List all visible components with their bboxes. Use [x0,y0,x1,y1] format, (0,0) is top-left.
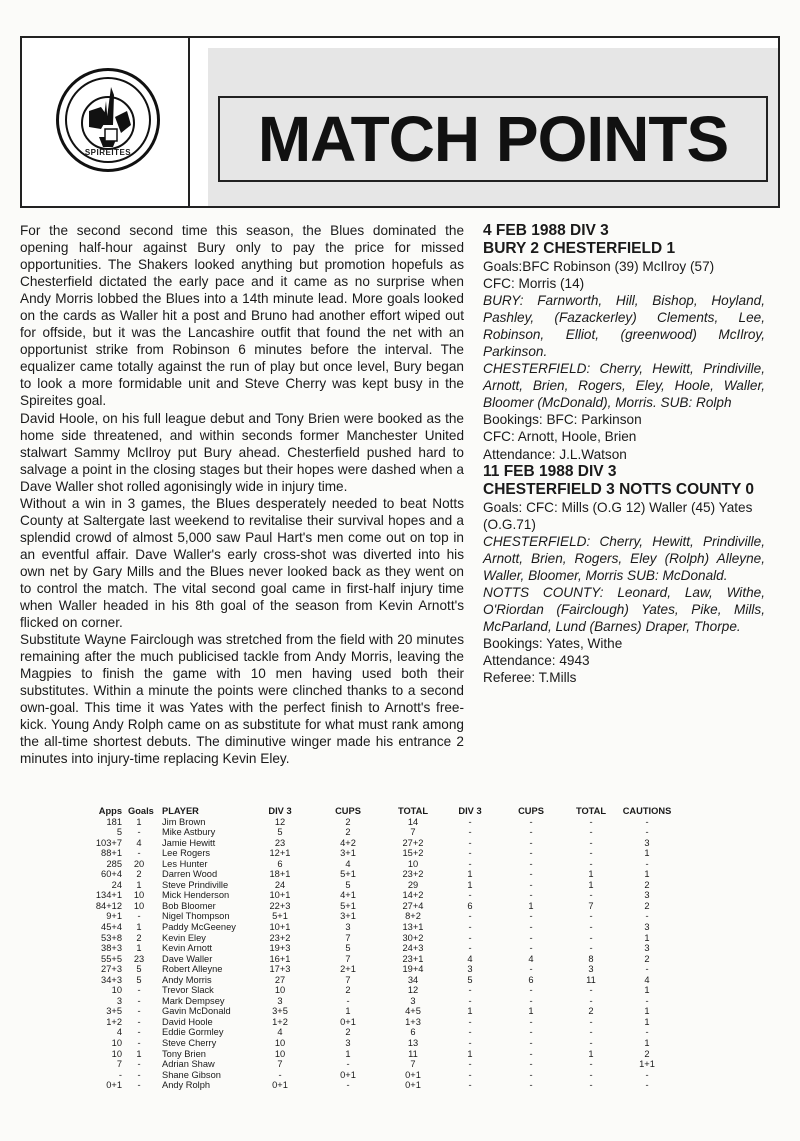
table-cell: - [468,1027,472,1038]
table-cell: - [529,848,533,859]
table-cell: - [645,1027,649,1038]
table-cell: 1 [528,900,534,911]
table-cell: 1 [588,1048,594,1059]
table-cell: Trevor Slack [162,985,214,996]
table-cell: - [589,827,593,838]
table-cell: - [589,1080,593,1091]
table-cell: Andy Rolph [162,1080,211,1091]
table-cell: 3+5 [272,1006,288,1017]
table-cell: 10 [133,890,145,901]
table-cell: 7 [345,974,351,985]
table-cell: 19+3 [269,943,291,954]
match2-score: CHESTERFIELD 3 NOTTS COUNTY 0 [483,480,754,498]
table-cell: - [589,848,593,859]
table-cell: - [468,890,472,901]
table-cell: - [137,1027,141,1038]
table-cell: Jim Brown [162,816,206,827]
table-cell: 20 [133,858,145,869]
table-cell: - [645,995,649,1006]
column-header: Apps [98,806,122,816]
table-cell: 3 [644,890,650,901]
table-cell: 1 [644,1038,650,1049]
table-cell: - [529,858,533,869]
table-cell: 1+3 [405,1016,421,1027]
match1-bury-lineup: BURY: Farnworth, Hill, Bishop, Hoyland, Pashley, (Fazackerley) Clements, Lee, Robinson, Elliot, (greenwood) McIlroy, Parkinson. [483,293,765,360]
table-cell: 10 [274,985,286,996]
table-cell: - [589,922,593,933]
table-cell: - [529,879,533,890]
table-cell: 4+1 [340,890,356,901]
table-cell: - [468,816,472,827]
table-cell: - [589,1059,593,1070]
table-cell: - [137,827,141,838]
logo-panel [22,38,190,206]
crest-label: SPIREITES [84,148,132,157]
column-header: Goals [128,806,154,816]
table-cell: - [645,911,649,922]
column-header: DIV 3 [268,806,292,816]
table-cell: Darren Wood [162,869,218,880]
table-cell: 3+1 [340,848,356,859]
table-cell: - [137,1006,141,1017]
table-cell: 12 [274,816,286,827]
table-cell: 4 [136,837,142,848]
table-cell: 6 [528,974,534,985]
table-cell: 11 [408,1048,418,1059]
table-cell: - [468,1069,472,1080]
table-cell: - [589,1069,593,1080]
table-cell: Lee Rogers [162,848,211,859]
table-cell: 7 [345,932,351,943]
table-cell: - [137,1069,141,1080]
page-title: MATCH POINTS [257,103,729,175]
match1-chesterfield-lineup: CHESTERFIELD: Cherry, Hewitt, Prindiville, Arnott, Brien, Rogers, Eley, Hoole, Waller, Bloomer (McDonald), Morris. SUB: Rolph [483,361,765,411]
table-cell: 10 [274,1038,286,1049]
table-cell: 5 [345,879,351,890]
table-cell: 6 [410,1027,416,1038]
table-cell: 5 [467,974,473,985]
table-cell: 17+3 [269,964,291,975]
table-cell: - [468,1080,472,1091]
table-cell: 3 [410,995,416,1006]
table-cell: - [468,1016,472,1027]
table-cell: 27+3 [101,964,122,975]
table-cell: - [645,1080,649,1091]
table-cell: 8+2 [405,911,421,922]
table-cell: 1 [644,932,650,943]
table-cell: 2 [644,953,650,964]
table-cell: Kevin Arnott [162,943,213,954]
table-cell: 3 [116,995,122,1006]
table-cell: Andy Morris [162,974,212,985]
table-cell: 1 [644,985,650,996]
table-cell: 1 [136,1048,142,1059]
table-cell: 1 [136,922,142,933]
table-cell: - [468,1059,472,1070]
table-cell: 4 [345,858,351,869]
table-cell: 103+7 [95,837,122,848]
title-panel [218,96,768,182]
table-cell: - [468,848,472,859]
table-cell: - [529,932,533,943]
table-cell: 4+5 [405,1006,421,1017]
column-header: DIV 3 [458,806,482,816]
table-cell: 14+2 [402,890,424,901]
table-cell: 3 [277,995,283,1006]
table-cell: - [645,827,649,838]
table-cell: 285 [106,858,122,869]
table-cell: - [529,943,533,954]
table-cell: 1 [136,943,142,954]
table-cell: 7 [588,900,594,911]
table-cell: - [589,911,593,922]
table-cell: - [589,837,593,848]
table-cell: - [589,1038,593,1049]
table-cell: 29 [407,879,419,890]
table-cell: - [589,1016,593,1027]
table-cell: 4 [467,953,473,964]
table-cell: - [589,985,593,996]
table-cell: 27+4 [402,900,424,911]
table-cell: - [468,837,472,848]
article-paragraph: For the second second time this season, the Blues dominated the opening half-hour against Bury only to pay the price for missed opportunities. The Shakers looked anything but promotion hopefuls as Chesterfield dictated the early pace and it came as no surprise when Andy Morris lobbed the Blues into a 14th minute lead. More goals looked on the cards as Waller hit a post and Bruno had another effort wiped out for offside, but it was the Lancashire outfit that found the net with an opportunist strike from Robinson 6 minutes before the interval. The equalizer came totally against the run of play but once level, Bury began to look a more formidable unit and Steve Cherry was kept busy in the Spireites goal. [20,223,464,409]
table-cell: 2 [644,1048,650,1059]
table-cell: 60+4 [101,869,122,880]
column-header: TOTAL [397,806,429,816]
table-cell: 12 [407,985,419,996]
table-cell: 3 [345,1038,351,1049]
table-cell: 34+3 [101,974,122,985]
table-cell: Kevin Eley [162,932,206,943]
table-cell: 5 [116,827,122,838]
table-cell: - [645,1069,649,1080]
table-cell: 1 [644,1006,650,1017]
table-cell: - [589,816,593,827]
article-paragraph: Without a win in 3 games, the Blues desperately needed to beat Notts County at Saltergate last weekend to revitalise their survival hopes and a splendid crowd of almost 5,000 saw Paul Hart's men come out on top in an eventful affair. Dave Waller's early cross-shot was diverted into his own net by Gary Mills and the Blues never looked back as they went on to control the match. The vital second goal came in first-half injury time when Waller headed in his 8th goal of the season from Kevin Arnott's flicked on corner. [20,495,464,631]
table-cell: - [589,995,593,1006]
table-cell: Eddie Gormley [162,1027,224,1038]
table-cell: 15+2 [402,848,424,859]
table-cell: 0+1 [272,1080,288,1091]
table-cell: Les Hunter [162,858,208,869]
table-cell: 3 [644,837,650,848]
table-cell: Bob Bloomer [162,900,216,911]
table-cell: - [137,911,141,922]
table-cell: Nigel Thompson [162,911,230,922]
table-cell: 3 [467,964,473,975]
table-cell: 0+1 [405,1080,421,1091]
table-cell: 5+1 [340,869,356,880]
match2-goals: Goals: CFC: Mills (O.G 12) Waller (45) Yates (O.G.71) [483,499,753,532]
table-cell: - [468,932,472,943]
table-cell: 1 [528,1006,534,1017]
table-cell: 1+1 [639,1059,655,1070]
column-header: TOTAL [575,806,607,816]
table-cell: - [589,1027,593,1038]
column-header: PLAYER [162,806,199,816]
match1-cfc-bookings: CFC: Arnott, Hoole, Brien [483,429,637,445]
table-cell: - [529,911,533,922]
table-cell: - [645,858,649,869]
table-cell: - [137,985,141,996]
table-cell: 3 [588,964,594,975]
table-cell: 4 [116,1027,122,1038]
table-cell: 1 [136,879,142,890]
match2-referee: Referee: T.Mills [483,670,577,686]
table-cell: - [645,964,649,975]
table-cell: 12+1 [269,848,291,859]
table-cell: 24 [111,879,122,890]
table-cell: - [468,858,472,869]
table-cell: 2 [644,900,650,911]
table-cell: 14 [407,816,419,827]
table-cell: 9+1 [106,911,122,922]
table-cell: David Hoole [162,1016,213,1027]
match1-score: BURY 2 CHESTERFIELD 1 [483,240,676,257]
table-cell: 3+1 [340,911,356,922]
table-cell: - [468,922,472,933]
table-cell: - [529,816,533,827]
table-cell: 30+2 [402,932,424,943]
table-cell: 1 [588,879,594,890]
table-cell: 1 [644,1016,650,1027]
table-cell: 2 [136,869,142,880]
table-cell: - [118,1069,122,1080]
table-cell: - [529,827,533,838]
table-cell: 2 [345,1027,351,1038]
table-cell: 34 [407,974,419,985]
table-cell: 27+2 [402,837,424,848]
table-cell: 1 [136,816,142,827]
table-cell: 0+1 [106,1080,122,1091]
table-cell: - [529,985,533,996]
table-cell: 10 [111,1048,122,1059]
table-cell: 5 [277,827,283,838]
table-cell: 5+1 [340,900,356,911]
table-cell: - [468,827,472,838]
table-cell: - [468,943,472,954]
match2-chesterfield-lineup: CHESTERFIELD: Cherry, Hewitt, Prindiville, Arnott, Brien, Rogers, Eley (Rolph) Alleyne, Waller, Bloomer, Morris SUB: McDonald. [483,533,765,583]
table-cell: 10 [407,858,419,869]
table-cell: 1 [345,1048,351,1059]
table-cell: Jamie Hewitt [162,837,216,848]
table-cell: 134+1 [95,890,122,901]
table-cell: Steve Prindiville [162,879,229,890]
table-cell: 23 [274,837,286,848]
table-cell: 7 [410,1059,416,1070]
match-details-column [483,222,765,686]
table-cell: 4 [528,953,534,964]
match2-attendance: Attendance: 4943 [483,652,590,668]
table-cell: 84+12 [95,900,122,911]
table-cell: Dave Waller [162,953,213,964]
table-cell: 7 [277,1059,283,1070]
table-cell: 1 [644,848,650,859]
table-cell: 13+1 [402,922,424,933]
table-cell: 8 [588,953,594,964]
table-cell: 23+1 [402,953,424,964]
table-cell: Mark Dempsey [162,995,225,1006]
table-cell: - [529,1048,533,1059]
match1-goals: Goals:BFC Robinson (39) McIlroy (57) [483,259,715,274]
column-header: CUPS [518,806,544,816]
article-paragraph: David Hoole, on his full league debut and Tony Brien were booked as the home side threatened, and within seconds former Manchester United stalwart Sammy McIlroy put Bury ahead. Chesterfield pushed hard to salvage a point in the closing stages but their hopes were dashed when a Dave Waller shot rolled agonisingly wide in injury time. [20,410,464,494]
table-cell: 10+1 [269,890,291,901]
table-cell: - [529,1080,533,1091]
table-cell: 1 [588,869,594,880]
table-cell: 0+1 [405,1069,421,1080]
table-cell: - [529,964,533,975]
table-cell: Steve Cherry [162,1038,217,1049]
table-cell: 53+8 [101,932,122,943]
table-cell: 5+1 [272,911,288,922]
table-cell: 88+1 [101,848,122,859]
match1-date: 4 FEB 1988 DIV 3 [483,222,609,239]
table-cell: - [529,890,533,901]
table-cell: - [278,1069,282,1080]
match1-cfc-goals: CFC: Morris (14) [483,276,585,292]
table-cell: 1 [467,1006,473,1017]
table-cell: 2 [588,1006,594,1017]
match2-bookings: Bookings: Yates, Withe [483,635,623,651]
table-cell: - [529,1027,533,1038]
column-header: CAUTIONS [622,806,672,816]
table-cell: 181 [106,816,122,827]
table-cell: - [137,1038,141,1049]
match2-notts-lineup: NOTTS COUNTY: Leonard, Law, Withe, O'Riordan (Fairclough) Yates, Pike, Mills, McParland, Lund (Barnes) Draper, Thorpe. [483,584,765,634]
table-cell: - [137,1059,141,1070]
table-cell: 3 [345,922,351,933]
table-cell: Mick Henderson [162,890,230,901]
table-cell: 4+2 [340,837,356,848]
table-cell: - [468,985,472,996]
table-cell: 5 [345,943,351,954]
match1-attendance: Attendance: J.L.Watson [483,446,627,462]
match2-date: 11 FEB 1988 DIV 3 [483,462,617,480]
table-cell: - [529,1016,533,1027]
column-header: CUPS [335,806,361,816]
table-cell: 45+4 [101,922,122,933]
table-cell: 2 [345,985,351,996]
table-cell: - [589,932,593,943]
table-cell: 1 [467,869,473,880]
table-cell: 10 [111,1038,122,1049]
table-cell: Adrian Shaw [162,1059,215,1070]
table-cell: 2 [345,827,351,838]
table-cell: - [468,995,472,1006]
table-cell: - [529,869,533,880]
table-cell: 23+2 [269,932,291,943]
table-cell: Gavin McDonald [162,1006,231,1017]
table-cell: 24+3 [402,943,424,954]
table-cell: 18+1 [269,869,291,880]
table-cell: 5 [136,974,142,985]
table-cell: 2 [136,932,142,943]
table-cell: 2 [345,816,351,827]
table-cell: 4 [277,1027,283,1038]
table-cell: 3+5 [106,1006,122,1017]
table-cell: 5 [136,964,142,975]
table-cell: Paddy McGeeney [162,922,236,933]
table-cell: 55+5 [101,953,122,964]
table-cell: - [529,837,533,848]
table-cell: 27 [274,974,286,985]
table-cell: 23 [133,953,145,964]
table-cell: - [589,858,593,869]
table-cell: 7 [345,953,351,964]
table-cell: 2 [644,879,650,890]
table-cell: - [529,1038,533,1049]
table-cell: - [346,995,350,1006]
table-cell: 10+1 [269,922,291,933]
table-cell: 1 [467,879,473,890]
table-cell: 0+1 [340,1016,356,1027]
table-cell: 1 [644,869,650,880]
table-cell: 1 [467,1048,473,1059]
table-cell: 11 [586,974,596,985]
table-cell: - [529,922,533,933]
table-cell: - [589,943,593,954]
table-cell: Tony Brien [162,1048,206,1059]
table-cell: 22+3 [269,900,291,911]
table-cell: 4 [644,974,650,985]
table-cell: 7 [116,1059,122,1070]
header-box [20,36,780,208]
match-report-article [20,222,464,768]
table-cell: 10 [133,900,145,911]
table-cell: - [529,1059,533,1070]
table-cell: - [137,848,141,859]
table-cell: - [346,1080,350,1091]
table-cell: - [589,890,593,901]
table-cell: 1 [345,1006,351,1017]
table-cell: 0+1 [340,1069,356,1080]
article-paragraph: Substitute Wayne Fairclough was stretched from the field with 20 minutes remaining after the much publicised tackle from Andy Morris, leaving the Magpies to finish the game with 10 men having used both their substitutes. Within a minute the points were clinched thanks to a second own-goal. This time it was Yates with the perfect finish to Arnott's free-kick. Young Andy Rolph came on as substitute for what must rank among the all-time shortest debuts. The diminutive winger made his entrance 2 minutes into injury-time replacing Kevin Eley. [20,632,464,767]
table-cell: 7 [410,827,416,838]
table-cell: 1+2 [106,1016,122,1027]
table-cell: - [137,1080,141,1091]
table-cell: 13 [407,1038,419,1049]
table-cell: 10 [274,1048,286,1059]
table-cell: 10 [111,985,122,996]
table-cell: 16+1 [269,953,291,964]
table-cell: - [468,1038,472,1049]
table-cell: - [529,995,533,1006]
table-cell: - [137,1016,141,1027]
table-cell: Robert Alleyne [162,964,223,975]
table-cell: 3 [644,922,650,933]
table-cell: Shane Gibson [162,1069,221,1080]
table-cell: 24 [274,879,286,890]
table-cell: 1+2 [272,1016,288,1027]
spireites-crest [56,68,160,172]
table-cell: 19+4 [402,964,424,975]
table-cell: 6 [277,858,283,869]
table-cell: - [529,1069,533,1080]
table-cell: Mike Astbury [162,827,216,838]
table-cell: 38+3 [101,943,122,954]
table-cell: 6 [467,900,473,911]
table-cell: - [137,995,141,1006]
match1-bookings: Bookings: BFC: Parkinson [483,412,642,428]
table-cell: 2+1 [340,964,356,975]
table-cell: - [346,1059,350,1070]
table-cell: 23+2 [402,869,424,880]
table-cell: 3 [644,943,650,954]
table-cell: - [468,911,472,922]
table-cell: - [645,816,649,827]
